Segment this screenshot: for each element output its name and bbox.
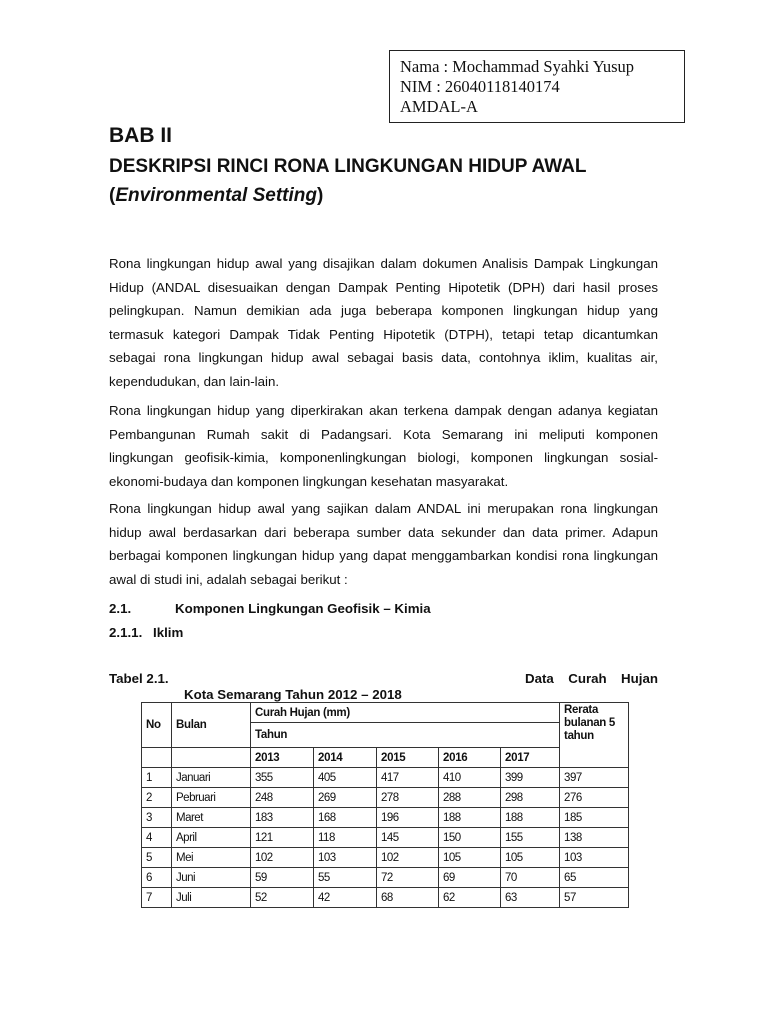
section-heading: [109, 601, 431, 616]
subsection-number: 2.1.1.: [109, 625, 143, 640]
cell-rerata: 103: [560, 848, 629, 868]
table-caption-subtitle: Kota Semarang Tahun 2012 – 2018: [184, 687, 402, 702]
header-tahun: Tahun: [251, 723, 560, 748]
cell-value: 72: [377, 868, 439, 888]
section-title: Komponen Lingkungan Geofisik – Kimia: [175, 601, 431, 616]
cell-no: 3: [142, 808, 172, 828]
cell-value: 105: [439, 848, 501, 868]
cell-no: 7: [142, 888, 172, 908]
cell-rerata: 397: [560, 768, 629, 788]
cell-value: 355: [251, 768, 314, 788]
cell-value: 150: [439, 828, 501, 848]
header-year: 2016: [439, 748, 501, 768]
cell-value: 410: [439, 768, 501, 788]
section-number: 2.1.: [109, 601, 132, 616]
cell-value: 188: [439, 808, 501, 828]
cell-value: 188: [501, 808, 560, 828]
chapter-title-italic: Environmental Setting: [115, 185, 317, 206]
cell-no: 6: [142, 868, 172, 888]
cell-value: 298: [501, 788, 560, 808]
cell-value: 103: [314, 848, 377, 868]
subsection-heading: [109, 625, 183, 640]
table-row: [142, 808, 629, 828]
header-no: No: [142, 703, 172, 748]
cell-no: 1: [142, 768, 172, 788]
header-year: 2017: [501, 748, 560, 768]
header-year: 2015: [377, 748, 439, 768]
cell-value: 59: [251, 868, 314, 888]
cell-no: 4: [142, 828, 172, 848]
cell-value: 55: [314, 868, 377, 888]
cell-value: 62: [439, 888, 501, 908]
cell-rerata: 276: [560, 788, 629, 808]
paragraph-3: Rona lingkungan hidup awal yang sajikan dalam ANDAL ini merupakan rona lingkungan hidup awal berdasarkan dari beberapa sumber data sekunder dan data primer. Adapun berbagai komponen lingkungan hidup yang dapat menggambarkan kondisi rona lingkungan awal di studi ini, adalah sebagai berikut :: [109, 501, 658, 587]
table-row: [142, 848, 629, 868]
cell-value: 69: [439, 868, 501, 888]
cell-value: 168: [314, 808, 377, 828]
cell-value: 155: [501, 828, 560, 848]
chapter-title: [109, 152, 709, 210]
student-name: Nama : Mochammad Syahki Yusup: [400, 57, 635, 76]
header-curah-hujan: Curah Hujan (mm): [251, 703, 560, 723]
cell-bulan: Juni: [172, 868, 251, 888]
paragraph-1: Rona lingkungan hidup awal yang disajikan dalam dokumen Analisis Dampak Lingkungan Hidup (ANDAL disesuaikan dengan Dampak Penting Hipotetik (DPH) dari hasil proses pelingkupan. Namun demikian ada juga beberapa komponen lingkungan hidup yang termasuk kategori Dampak Tidak Penting Hipotetik (DTPH), tetapi tetap dicantumkan sebagai rona lingkungan hidup awal sebagai basis data, contohnya iklim, kualitas air, kependudukan, dan lain-lain.: [109, 256, 658, 389]
header-rerata: Rerata bulanan 5 tahun: [560, 703, 629, 768]
cell-value: 248: [251, 788, 314, 808]
cell-value: 42: [314, 888, 377, 908]
cell-bulan: Maret: [172, 808, 251, 828]
header-year: 2014: [314, 748, 377, 768]
cell-value: 70: [501, 868, 560, 888]
cell-value: 68: [377, 888, 439, 908]
cell-value: 269: [314, 788, 377, 808]
cell-value: 63: [501, 888, 560, 908]
subsection-title: Iklim: [153, 625, 184, 640]
student-nim: NIM : 26040118140174: [400, 77, 560, 96]
cell-value: 145: [377, 828, 439, 848]
cell-value: 196: [377, 808, 439, 828]
cell-rerata: 138: [560, 828, 629, 848]
header-year: 2013: [251, 748, 314, 768]
cell-value: 417: [377, 768, 439, 788]
chapter-title-sub: (Environmental Setting): [109, 185, 324, 206]
cell-bulan: Pebruari: [172, 788, 251, 808]
paragraph-2: Rona lingkungan hidup yang diperkirakan akan terkena dampak dengan adanya kegiatan Pembangunan Rumah sakit di Padangsari. Kota Semarang ini meliputi komponen lingkungan geofisik-kimia, komponenlingkungan biologi, komponen lingkungan sosial-ekonomi-budaya dan komponen lingkungan kesehatan masyarakat.: [109, 403, 658, 489]
header-empty-no: [142, 748, 172, 768]
table-row: [142, 888, 629, 908]
table-row: [142, 768, 629, 788]
class-label: AMDAL-A: [400, 97, 478, 116]
cell-value: 105: [501, 848, 560, 868]
cell-value: 399: [501, 768, 560, 788]
header-empty-bulan: [172, 748, 251, 768]
cell-value: 52: [251, 888, 314, 908]
student-identity-box: [389, 50, 685, 123]
table-caption-title: Data Curah Hujan: [525, 671, 658, 686]
cell-value: 405: [314, 768, 377, 788]
cell-rerata: 65: [560, 868, 629, 888]
rainfall-table: [141, 702, 629, 908]
cell-no: 2: [142, 788, 172, 808]
cell-rerata: 57: [560, 888, 629, 908]
cell-value: 288: [439, 788, 501, 808]
header-bulan: Bulan: [172, 703, 251, 748]
cell-value: 278: [377, 788, 439, 808]
cell-value: 118: [314, 828, 377, 848]
cell-rerata: 185: [560, 808, 629, 828]
chapter-title-main: DESKRIPSI RINCI RONA LINGKUNGAN HIDUP AWAL: [109, 156, 587, 177]
cell-no: 5: [142, 848, 172, 868]
chapter-number: BAB II: [109, 124, 172, 147]
cell-value: 183: [251, 808, 314, 828]
cell-value: 121: [251, 828, 314, 848]
cell-value: 102: [251, 848, 314, 868]
cell-bulan: April: [172, 828, 251, 848]
cell-bulan: Januari: [172, 768, 251, 788]
table-row: [142, 828, 629, 848]
table-row: [142, 868, 629, 888]
table-row: [142, 788, 629, 808]
cell-value: 102: [377, 848, 439, 868]
table-caption-label: Tabel 2.1.: [109, 671, 169, 686]
cell-bulan: Juli: [172, 888, 251, 908]
cell-bulan: Mei: [172, 848, 251, 868]
